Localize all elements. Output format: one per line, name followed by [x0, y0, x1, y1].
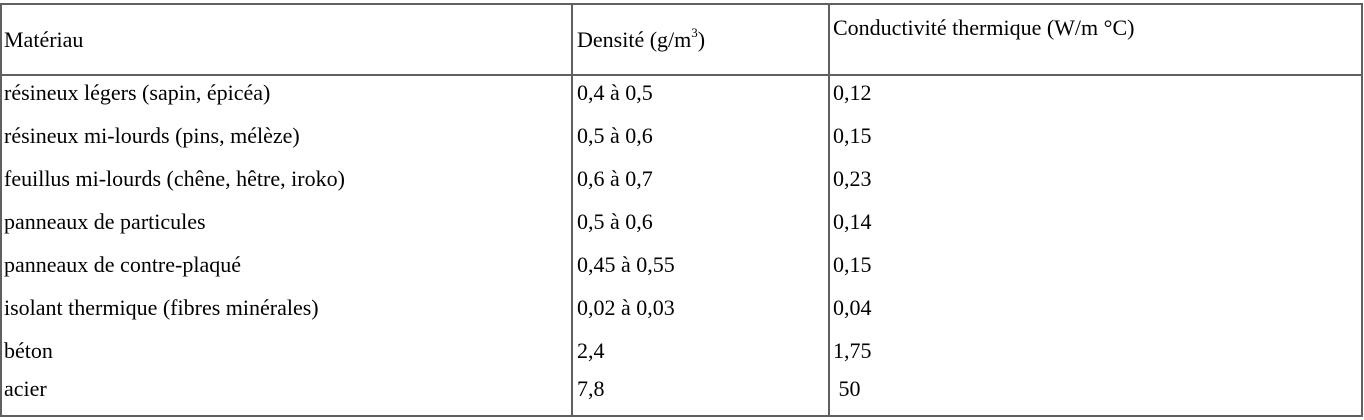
header-conductivity [833, 15, 1134, 41]
header-conductivity-label: Conductivité thermique (W/m °C) [833, 15, 1135, 40]
table-row [2, 334, 1361, 377]
cell-material: acier [4, 376, 47, 401]
cell-conductivity: 0,12 [833, 80, 872, 105]
header-density-label: Densité (g/m [577, 27, 692, 52]
cell-density: 0,02 à 0,03 [577, 295, 675, 320]
cell-conductivity: 0,23 [833, 166, 872, 191]
cell-density: 7,8 [577, 376, 605, 401]
header-density-suffix: ) [697, 27, 706, 52]
cell-conductivity: 50 [833, 376, 861, 401]
cell-density: 0,45 à 0,55 [577, 252, 675, 277]
table-row [2, 205, 1361, 248]
cell-material: béton [4, 338, 53, 363]
header-density [577, 24, 706, 53]
cell-conductivity: 0,15 [833, 252, 872, 277]
cell-density: 0,6 à 0,7 [577, 166, 653, 191]
cell-material: feuillus mi-lourds (chêne, hêtre, iroko) [4, 166, 345, 191]
cell-material: résineux légers (sapin, épicéa) [4, 80, 271, 105]
table-header [2, 5, 1361, 76]
cell-density: 0,4 à 0,5 [577, 80, 653, 105]
header-density-exponent: 3 [691, 24, 698, 40]
cell-density: 2,4 [577, 338, 605, 363]
table-row [2, 76, 1361, 119]
table-row [2, 119, 1361, 162]
materials-table [0, 3, 1363, 417]
table-row [2, 248, 1361, 291]
cell-material: panneaux de particules [4, 209, 206, 234]
cell-material: isolant thermique (fibres minérales) [4, 295, 319, 320]
cell-material: panneaux de contre-plaqué [4, 252, 241, 277]
cell-density: 0,5 à 0,6 [577, 209, 653, 234]
cell-material: résineux mi-lourds (pins, mélèze) [4, 123, 300, 148]
header-material-label: Matériau [4, 27, 84, 52]
cell-conductivity: 0,15 [833, 123, 872, 148]
cell-conductivity: 0,04 [833, 295, 872, 320]
cell-conductivity: 0,14 [833, 209, 872, 234]
table-row [2, 162, 1361, 205]
table-row [2, 372, 1361, 415]
table-row [2, 291, 1361, 334]
cell-density: 0,5 à 0,6 [577, 123, 653, 148]
cell-conductivity: 1,75 [833, 338, 872, 363]
header-material [4, 27, 83, 53]
